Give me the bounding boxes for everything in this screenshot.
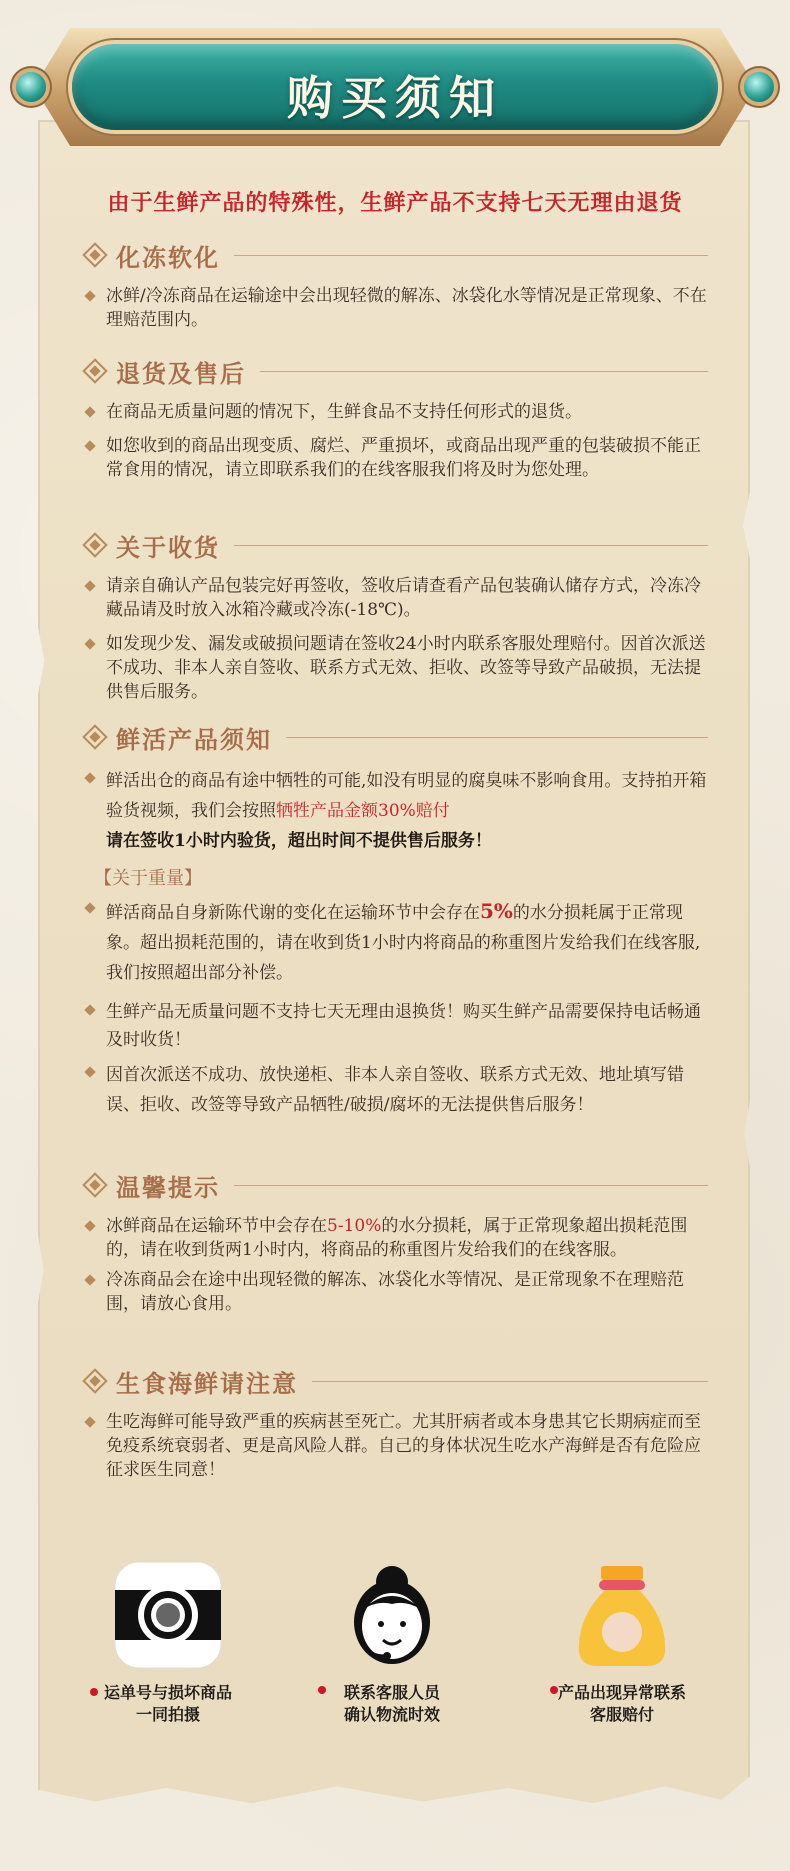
list-item: 如发现少发、漏发或破损问题请在签收24小时内联系客服处理赔付。因首次派送不成功、非本人亲自签收、联系方式无效、拒收、改签等导致产品破损，无法提供售后服务。 (82, 632, 708, 704)
page-title: 购买须知 (287, 71, 503, 125)
section-title: 生食海鲜请注意 (116, 1368, 298, 1398)
section-thawing (82, 238, 708, 332)
diamond-icon (82, 242, 107, 267)
divider (234, 545, 708, 546)
divider (234, 1185, 708, 1186)
list-item: 鲜活商品自身新陈代谢的变化在运输环节中会存在5%的水分损耗属于正常现象。超出损耗范围的，请在收到货1小时内将商品的称重图片发给我们在线客服,我们按照超出部分补偿。 (82, 896, 708, 988)
camera-icon (113, 1560, 223, 1670)
diamond-icon (82, 1368, 107, 1393)
section-live-products (82, 720, 708, 1120)
section-tips (82, 1168, 708, 1316)
diamond-icon (82, 724, 107, 749)
section-returns (82, 354, 708, 482)
section-title: 鲜活产品须知 (116, 724, 272, 754)
title-banner (14, 22, 776, 154)
diamond-icon (82, 532, 107, 557)
weight-subheading: 【关于重量】 (94, 868, 202, 889)
icon-contact-service: 联系客服人员 确认物流时效 (292, 1560, 492, 1726)
list-item: 鲜活出仓的商品有途中牺牲的可能,如没有明显的腐臭味不影响食用。支持拍开箱验货视频，我们会按照牺牲产品金额30%赔付 请在签收1小时内验货，超出时间不提供售后服务！ (82, 766, 708, 856)
divider (286, 737, 708, 738)
icon-photo-evidence: 运单号与损坏商品 一同拍摄 (68, 1560, 268, 1726)
section-title: 温馨提示 (116, 1172, 220, 1202)
list-item: 冰鲜商品在运输环节中会存在5-10%的水分损耗，属于正常现象超出损耗范围的，请在收到货两1小时内，将商品的称重图片发给我们的在线客服。 (82, 1214, 708, 1262)
list-item: 冷冻商品会在途中出现轻微的解冻、冰袋化水等情况、是正常现象不在理赔范围，请放心食用。 (82, 1268, 708, 1316)
compensation-highlight: 牺牲产品金额30%赔付 (276, 801, 450, 821)
divider (234, 255, 708, 256)
list-item: 在商品无质量问题的情况下，生鲜食品不支持任何形式的退货。 (82, 400, 708, 424)
loss-percentage: 5% (480, 899, 513, 923)
divider (312, 1381, 708, 1382)
list-item: 冰鲜/冷冻商品在运输途中会出现轻微的解冻、冰袋化水等情况是正常现象、不在理赔范围内。 (82, 284, 708, 332)
section-title: 退货及售后 (116, 358, 246, 388)
diamond-icon (82, 358, 107, 383)
section-title: 关于收货 (116, 532, 220, 562)
section-title: 化冻软化 (116, 242, 220, 272)
loss-range: 5-10% (327, 1216, 382, 1236)
list-item: 生吃海鲜可能导致严重的疾病甚至死亡。尤其肝病者或本身患其它长期病症而至免疫系统衰弱者、更是高风险人群。自己的身体状况生吃水产海鲜是否有危险应征求医生同意！ (82, 1410, 708, 1482)
money-bag-icon (567, 1560, 677, 1670)
list-item: 请亲自确认产品包装完好再签收，签收后请查看产品包装确认储存方式，冷冻冷藏品请及时放入冰箱冷藏或冷冻(-18℃)。 (82, 574, 708, 622)
list-item: 生鲜产品无质量问题不支持七天无理由退换货！购买生鲜产品需要保持电话畅通及时收货！ (82, 998, 708, 1054)
bullet-dot (550, 1686, 558, 1694)
section-raw-seafood (82, 1364, 708, 1482)
diamond-icon (82, 1172, 107, 1197)
list-item: 如您收到的商品出现变质、腐烂、严重损坏，或商品出现严重的包装破损不能正常食用的情况，请立即联系我们的在线客服我们将及时为您处理。 (82, 434, 708, 482)
inspection-warning: 请在签收1小时内验货，超出时间不提供售后服务！ (106, 831, 492, 851)
list-item: 因首次派送不成功、放快递柜、非本人亲自签收、联系方式无效、地址填写错误、拒收、改签等导致产品牺牲/破损/腐坏的无法提供售后服务！ (82, 1060, 708, 1120)
divider (260, 371, 708, 372)
bullet-dot (318, 1686, 326, 1694)
section-receiving (82, 528, 708, 704)
return-policy-notice: 由于生鲜产品的特殊性，生鲜产品不支持七天无理由退货 (107, 190, 683, 216)
bullet-dot (90, 1688, 98, 1696)
service-agent-icon (337, 1560, 447, 1670)
icon-compensation: 产品出现异常联系 客服赔付 (522, 1560, 722, 1726)
